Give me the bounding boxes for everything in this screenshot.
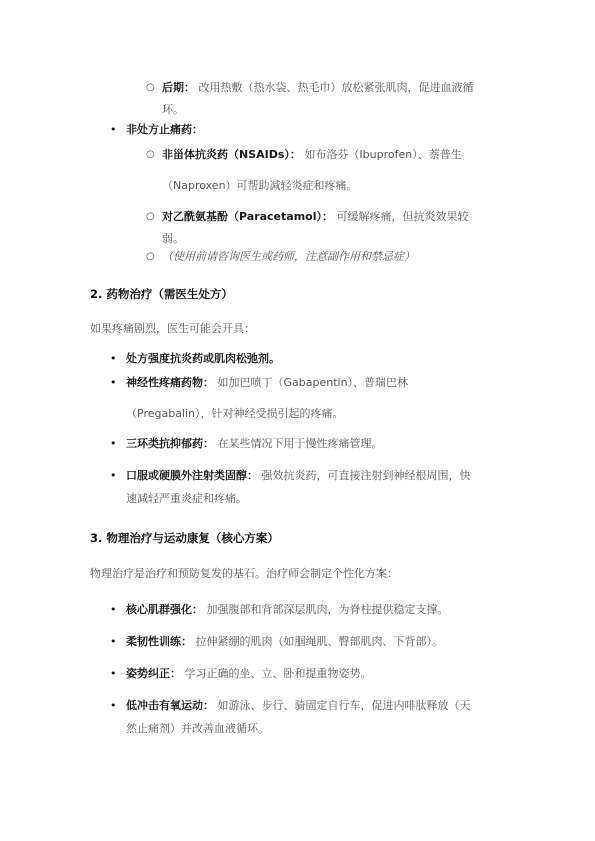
nsaids-item [162, 148, 462, 162]
s2-item2-text: 如加巴喷丁（Gabapentin）、普瑞巴林 [217, 376, 409, 389]
section3-heading: 3. 物理治疗与运动康复（核心方案） [90, 531, 279, 545]
nsaids-text-cont: （Naproxen）可帮助减轻炎症和疼痛。 [162, 179, 358, 192]
s3-item4 [126, 699, 471, 713]
late-stage-item [162, 81, 474, 95]
s3-item1-text: 加强腹部和背部深层肌肉，为脊柱提供稳定支撑。 [206, 603, 449, 616]
late-stage-label: 后期： [162, 81, 195, 94]
s2-item2-label: 神经性疼痛药物： [126, 376, 214, 389]
s2-item3-text: 在某些情况下用于慢性疼痛管理。 [217, 437, 383, 450]
nsaids-text: 如布洛芬（Ibuprofen）、萘普生 [304, 148, 462, 161]
s2-item3-label: 三环类抗抑郁药： [126, 437, 214, 450]
late-stage-text: 改用热敷（热水袋、热毛巾）放松紧张肌肉，促进血液循 [198, 81, 474, 94]
paracetamol-item [162, 210, 469, 224]
late-stage-bullet: ○ [146, 82, 155, 93]
s2-item4-text: 强效抗炎药，可直接注射到神经根周围，快 [261, 469, 471, 482]
section2-intro: 如果疼痛剧烈，医生可能会开具： [90, 322, 255, 335]
s3-item3 [126, 667, 372, 681]
paracetamol-text: 可缓解疼痛，但抗炎效果较 [336, 210, 469, 223]
s2-item3 [126, 437, 383, 451]
section3-intro: 物理治疗是治疗和预防复发的基石。治疗师会制定个性化方案： [90, 567, 398, 580]
otc-bullet: • [110, 123, 117, 136]
paracetamol-text-cont: 弱。 [162, 232, 184, 245]
paracetamol-label: 对乙酰氨基酚（Paracetamol）： [162, 210, 333, 223]
late-stage-text-cont: 环。 [162, 103, 184, 116]
s3-item1 [126, 603, 449, 617]
s2-item1-bullet: • [110, 352, 117, 365]
s3-item4-label: 低冲击有氧运动： [126, 699, 214, 712]
s2-item2-text-cont: （Pregabalin），针对神经受损引起的疼痛。 [126, 407, 344, 420]
consult-note: （使用前请咨询医生或药师，注意副作用和禁忌症） [162, 250, 415, 263]
s2-item4-label: 口服或硬膜外注射类固醇： [126, 469, 258, 482]
paracetamol-bullet: ○ [146, 211, 155, 222]
note-bullet: ○ [146, 251, 155, 262]
s3-item3-bullet: • [110, 667, 117, 680]
s3-item3-text: 学习正确的坐、立、卧和提重物姿势。 [184, 667, 372, 680]
otc-label: 非处方止痛药： [126, 123, 203, 136]
s3-item2 [126, 635, 443, 649]
s3-item2-label: 柔韧性训练： [126, 635, 192, 648]
s3-item1-label: 核心肌群强化： [126, 603, 203, 616]
s2-item1-label: 处方强度抗炎药或肌肉松弛剂。 [126, 352, 280, 365]
s3-item2-text: 拉伸紧绷的肌肉（如腘绳肌、臀部肌肉、下背部）。 [195, 635, 443, 648]
s2-item2 [126, 376, 408, 390]
s3-item4-text: 如游泳、步行、骑固定自行车，促进内啡肽释放（天 [217, 699, 471, 712]
s3-item2-bullet: • [110, 635, 117, 648]
s3-item4-text-cont: 然止痛剂）并改善血液循环。 [126, 722, 269, 735]
section2-heading: 2. 药物治疗（需医生处方） [90, 287, 233, 301]
s2-item3-bullet: • [110, 437, 117, 450]
s3-item3-label: 姿势纠正： [126, 667, 181, 680]
nsaids-label: 非甾体抗炎药（NSAIDs）： [162, 148, 301, 161]
s3-item4-bullet: • [110, 699, 117, 712]
s2-item2-bullet: • [110, 376, 117, 389]
nsaids-bullet: ○ [146, 149, 155, 160]
s2-item4-bullet: • [110, 469, 117, 482]
s2-item4-text-cont: 速减轻严重炎症和疼痛。 [126, 492, 247, 505]
s3-item1-bullet: • [110, 603, 117, 616]
s2-item4 [126, 469, 471, 483]
